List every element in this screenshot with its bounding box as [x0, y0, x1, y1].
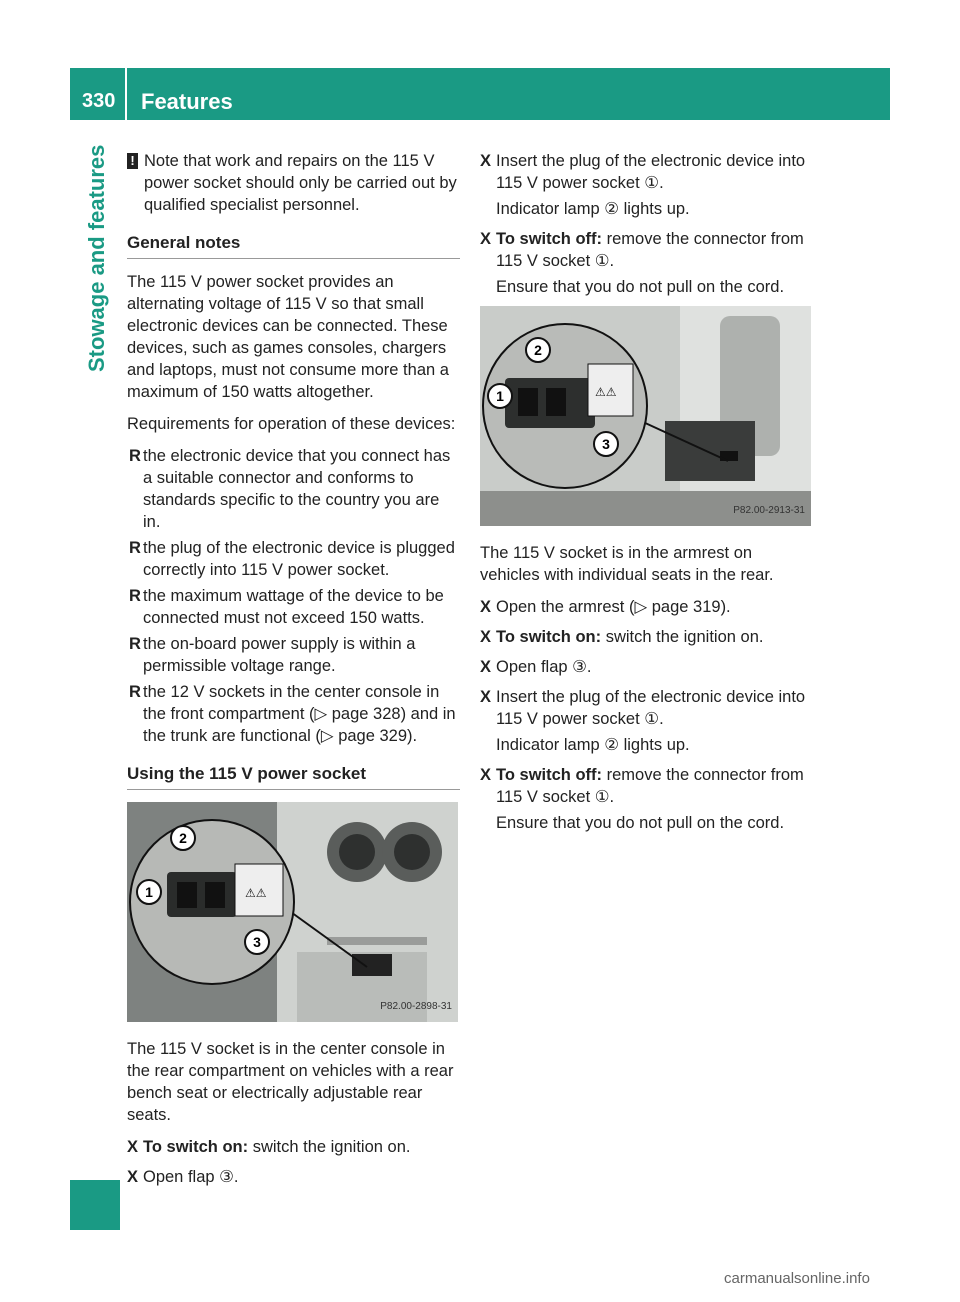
step-item: X Insert the plug of the electronic device into 115 V power socket ①. Indicator lamp ② lights up.: [480, 688, 806, 754]
callout-2: 2: [179, 830, 187, 846]
callout-3: 3: [253, 934, 261, 950]
list-item: R the on-board power supply is within a permissible voltage range.: [129, 635, 416, 675]
exclamation-icon: !: [127, 153, 138, 169]
svg-text:⚠⚠: ⚠⚠: [245, 886, 267, 900]
armrest-caption: The 115 V socket is in the armrest on vehicles with individual seats in the rear.: [480, 544, 774, 584]
step-item: X To switch on: switch the ignition on.: [127, 1138, 411, 1156]
step-item: X To switch on: switch the ignition on.: [480, 628, 764, 646]
general-notes-paragraph: The 115 V power socket provides an alternating voltage of 115 V so that small electronic devices can be connected. These devices, such as games consoles, chargers and laptops, must not consume more than a maximum of 150 watts altogether.: [127, 273, 449, 401]
watermark[interactable]: carmanualsonline.info: [724, 1270, 870, 1287]
warning-note: [127, 150, 460, 216]
step-item: X Open the armrest (▷ page 319).: [480, 598, 731, 616]
step-item: X To switch off: remove the connector from 115 V socket ①. Ensure that you do not pull on the cord.: [480, 766, 804, 832]
center-console-caption: The 115 V socket is in the center console in the rear compartment on vehicles with a rear bench seat or electrically adjustable rear seats.: [127, 1040, 454, 1124]
side-tab-marker: [70, 1180, 120, 1230]
photo-code: P82.00-2898-31: [380, 1001, 452, 1012]
requirements-list: [127, 445, 460, 747]
requirements-intro: Requirements for operation of these devices:: [127, 415, 456, 433]
page-number: 330: [82, 90, 116, 112]
step-item: X Open flap ③.: [127, 1168, 239, 1186]
callout-1: 1: [145, 884, 153, 900]
section-title: Features: [141, 89, 233, 114]
list-item: R the maximum wattage of the device to be connected must not exceed 150 watts.: [129, 587, 444, 627]
svg-text:⚠⚠: ⚠⚠: [595, 385, 617, 399]
photo-code: P82.00-2913-31: [733, 505, 805, 516]
callout-3: 3: [602, 436, 610, 452]
center-console-socket-photo: [127, 802, 458, 1022]
list-item: R the plug of the electronic device is plugged correctly into 115 V power socket.: [129, 539, 455, 579]
header-divider: [125, 68, 127, 120]
step-item: X Open flap ③.: [480, 658, 592, 676]
armrest-socket-photo: [480, 306, 811, 526]
left-column: [127, 150, 460, 1196]
callout-2: 2: [534, 342, 542, 358]
note-text: Note that work and repairs on the 115 V power socket should only be carried out by qualified specialist personnel.: [144, 152, 457, 214]
general-notes-heading: General notes: [127, 232, 460, 259]
list-item: R the 12 V sockets in the center console in the front compartment (▷ page 328) and in the trunk are functional (▷ page 329).: [129, 683, 456, 745]
step-item: X Insert the plug of the electronic device into 115 V power socket ①. Indicator lamp ② lights up.: [480, 152, 806, 218]
step-item: X To switch off: remove the connector from 115 V socket ①. Ensure that you do not pull on the cord.: [480, 230, 804, 296]
side-tab-label: Stowage and features: [84, 145, 109, 373]
using-socket-heading: Using the 115 V power socket: [127, 763, 460, 790]
list-item: R the electronic device that you connect has a suitable connector and conforms to standards specific to the country you are in.: [129, 447, 451, 531]
callout-1: 1: [496, 388, 504, 404]
right-column: [480, 150, 813, 842]
